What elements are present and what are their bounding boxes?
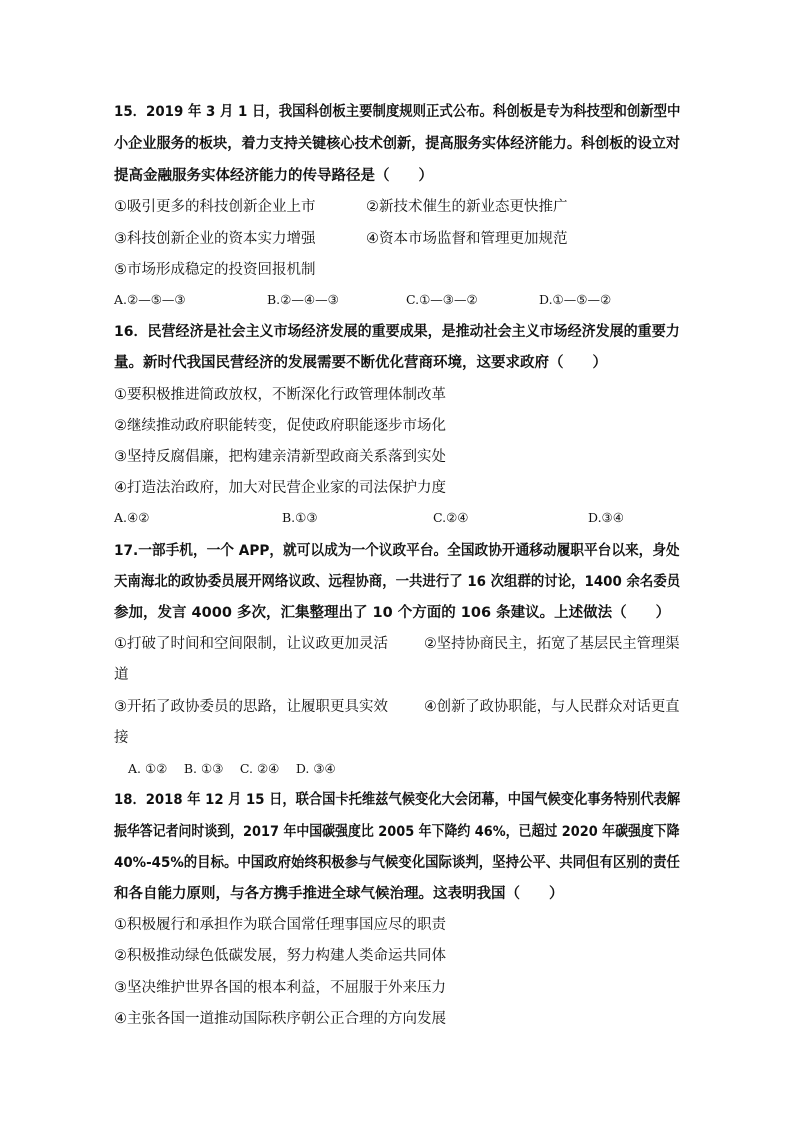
q17-option-2-continued: 道 bbox=[114, 667, 129, 683]
q17-option-3: ③开拓了政协委员的思路，让履职更具实效 bbox=[114, 699, 388, 715]
q16-option-3: ③坚持反腐倡廉，把构建亲清新型政商关系落到实处 bbox=[114, 449, 446, 465]
q15-stem-line-2: 小企业服务的板块，着力支持关键核心技术创新，提高服务实体经济能力。科创板的设立对 bbox=[114, 136, 681, 152]
q16-choice-b: B.①③ bbox=[282, 510, 318, 525]
q17-choices: A. ①② B. ①③ C. ②④ D. ③④ bbox=[128, 761, 336, 776]
q15-option-1: ①吸引更多的科技创新企业上市 bbox=[114, 199, 316, 215]
q18-option-2: ②积极推动绿色低碳发展，努力构建人类命运共同体 bbox=[114, 948, 446, 964]
q18-option-1: ①积极履行和承担作为联合国常任理事国应尽的职责 bbox=[114, 917, 446, 933]
q18-stem-line-3: 40%-45%的目标。中国政府始终积极参与气候变化国际谈判，坚持公平、共同但有区别的责任 bbox=[114, 855, 680, 871]
q18-option-4: ④主张各国一道推动国际秩序朝公正合理的方向发展 bbox=[114, 1011, 446, 1027]
q15-stem-line-3: 提高金融服务实体经济能力的传导路径是（ ） bbox=[114, 168, 433, 184]
q17-stem-line-1: 17.一部手机，一个 APP，就可以成为一个议政平台。全国政协开通移动履职平台以来，身处 bbox=[114, 543, 680, 559]
q15-option-2: ②新技术催生的新业态更快推广 bbox=[366, 199, 568, 215]
q16-option-1: ①要积极推进简政放权，不断深化行政管理体制改革 bbox=[114, 387, 446, 403]
q17-option-4-continued: 接 bbox=[114, 730, 129, 746]
q16-stem-line-1: 16．民营经济是社会主义市场经济发展的重要成果，是推动社会主义市场经济发展的重要力 bbox=[114, 324, 680, 340]
q16-option-4: ④打造法治政府，加大对民营企业家的司法保护力度 bbox=[114, 480, 446, 496]
q16-option-2: ②继续推动政府职能转变，促使政府职能逐步市场化 bbox=[114, 418, 446, 434]
q18-stem-line-4: 和各自能力原则，与各方携手推进全球气候治理。这表明我国（ ） bbox=[114, 886, 564, 902]
q16-choice-a: A.④② bbox=[114, 510, 150, 525]
q17-option-4: ④创新了政协职能，与人民群众对话更直 bbox=[424, 699, 680, 715]
q15-choice-d: D.①—⑤—② bbox=[539, 292, 612, 307]
q17-stem-line-3: 参加，发言 4000 多次，汇集整理出了 10 个方面的 106 条建议。上述做法（ ） bbox=[114, 605, 671, 621]
q15-option-3: ③科技创新企业的资本实力增强 bbox=[114, 231, 316, 247]
q15-choice-b: B.②—④—③ bbox=[267, 292, 339, 307]
q16-choice-c: C.②④ bbox=[433, 510, 469, 525]
q18-option-3: ③坚决维护世界各国的根本利益，不屈服于外来压力 bbox=[114, 980, 446, 996]
q15-choice-c: C.①—③—② bbox=[406, 292, 478, 307]
q16-stem-line-2: 量。新时代我国民营经济的发展需要不断优化营商环境，这要求政府（ ） bbox=[114, 355, 607, 371]
q17-stem-line-2: 天南海北的政协委员展开网络议政、远程协商，一共进行了 16 次组群的讨论，1400 余名委员 bbox=[114, 574, 681, 590]
q15-stem-line-1: 15．2019 年 3 月 1 日，我国科创板主要制度规则正式公布。科创板是专为科技型和创新型中 bbox=[114, 104, 681, 120]
q15-option-5: ⑤市场形成稳定的投资回报机制 bbox=[114, 262, 316, 278]
q15-choice-a: A.②—⑤—③ bbox=[114, 292, 186, 307]
q18-stem-line-2: 振华答记者问时谈到，2017 年中国碳强度比 2005 年下降约 46%，已超过 2020 年碳强度下降 bbox=[114, 824, 680, 840]
q18-stem-line-1: 18．2018 年 12 月 15 日，联合国卡托维兹气候变化大会闭幕，中国气候变化事务特别代表解 bbox=[114, 792, 681, 808]
q15-option-4: ④资本市场监督和管理更加规范 bbox=[366, 231, 568, 247]
q16-choice-d: D.③④ bbox=[588, 510, 624, 525]
q17-option-2: ②坚持协商民主，拓宽了基层民主管理渠 bbox=[424, 636, 680, 652]
q17-option-1: ①打破了时间和空间限制，让议政更加灵活 bbox=[114, 636, 388, 652]
